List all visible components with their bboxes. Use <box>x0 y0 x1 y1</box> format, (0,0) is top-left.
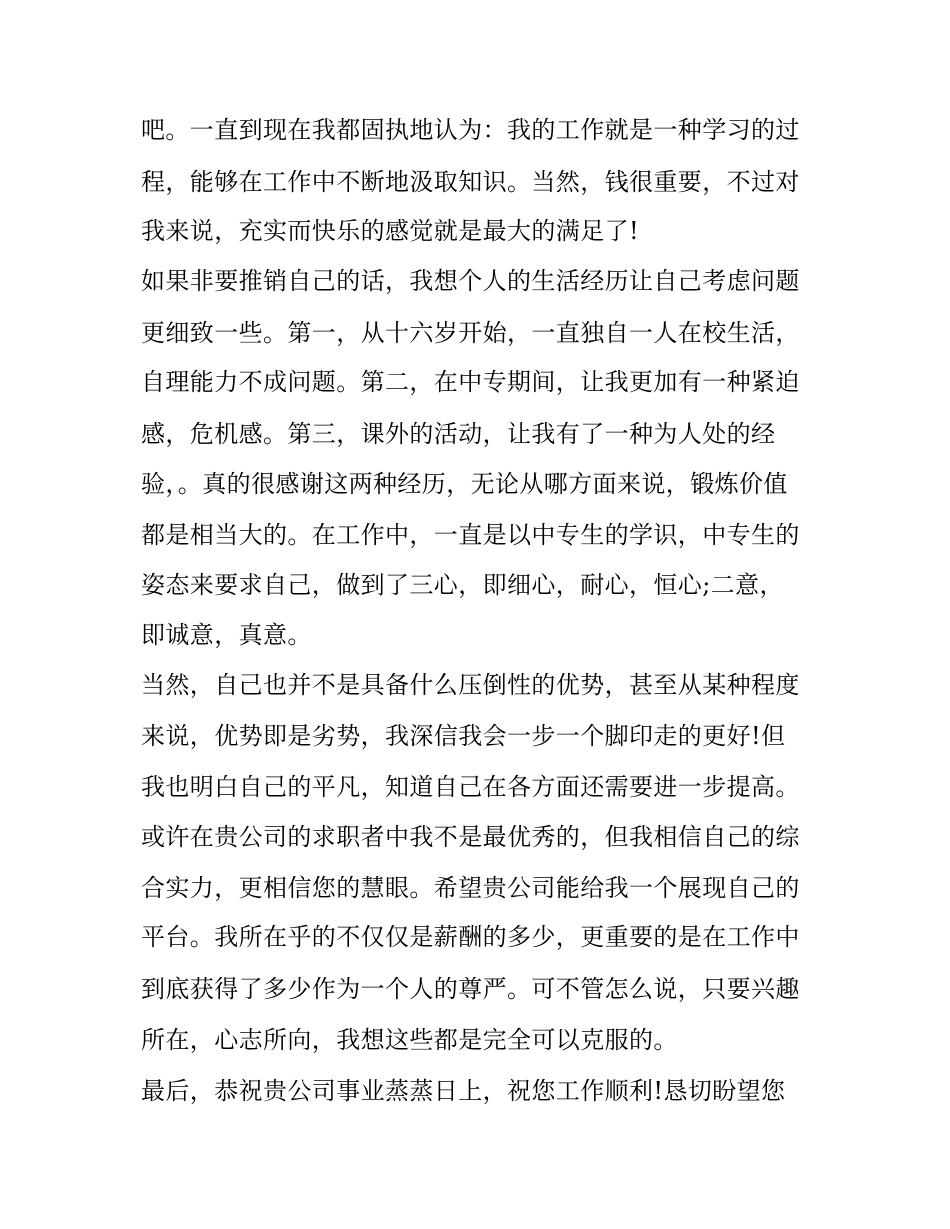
text-line-19: 所在，心志所向，我想这些都是完全可以克服的。 <box>141 1026 678 1054</box>
text-line-6: 自理能力不成问题。第二，在中专期间，让我更加有一种紧迫 <box>141 368 800 396</box>
text-line-12: 当然，自己也并不是具备什么压倒性的优势，甚至从某种程度 <box>141 671 800 699</box>
text-line-11: 即诚意，真意。 <box>141 621 312 649</box>
text-line-8: 验，。真的很感谢这两种经历，无论从哪方面来说，锻炼价值 <box>141 470 788 498</box>
text-line-7: 感，危机感。第三，课外的活动，让我有了一种为人处的经 <box>141 420 776 448</box>
text-line-17: 平台。我所在乎的不仅仅是薪酬的多少，更重要的是在工作中 <box>141 923 800 951</box>
text-line-14: 我也明白自己的平凡，知道自己在各方面还需要进一步提高。 <box>141 773 800 801</box>
text-line-5: 更细致一些。第一，从十六岁开始，一直独自一人在校生活， <box>141 319 800 347</box>
text-line-4: 如果非要推销自己的话，我想个人的生活经历让自己考虑问题 <box>141 267 800 295</box>
text-line-13: 来说，优势即是劣势，我深信我会一步一个脚印走的更好!但 <box>141 722 786 750</box>
text-line-10: 姿态来要求自己，做到了三心，即细心，耐心，恒心;二意， <box>141 571 784 599</box>
text-line-20: 最后，恭祝贵公司事业蒸蒸日上，祝您工作顺利!恳切盼望您 <box>141 1077 786 1105</box>
text-line-15: 或许在贵公司的求职者中我不是最优秀的，但我相信自己的综 <box>141 823 800 851</box>
text-line-18: 到底获得了多少作为一个人的尊严。可不管怎么说，只要兴趣 <box>141 975 800 1003</box>
text-line-3: 我来说，充实而快乐的感觉就是最大的满足了! <box>141 217 640 245</box>
text-line-2: 程，能够在工作中不断地汲取知识。当然，钱很重要，不过对 <box>141 168 800 196</box>
text-line-1: 吧。一直到现在我都固执地认为：我的工作就是一种学习的过 <box>141 116 800 144</box>
text-line-16: 合实力，更相信您的慧眼。希望贵公司能给我一个展现自己的 <box>141 874 800 902</box>
text-line-9: 都是相当大的。在工作中，一直是以中专生的学识，中专生的 <box>141 521 800 549</box>
